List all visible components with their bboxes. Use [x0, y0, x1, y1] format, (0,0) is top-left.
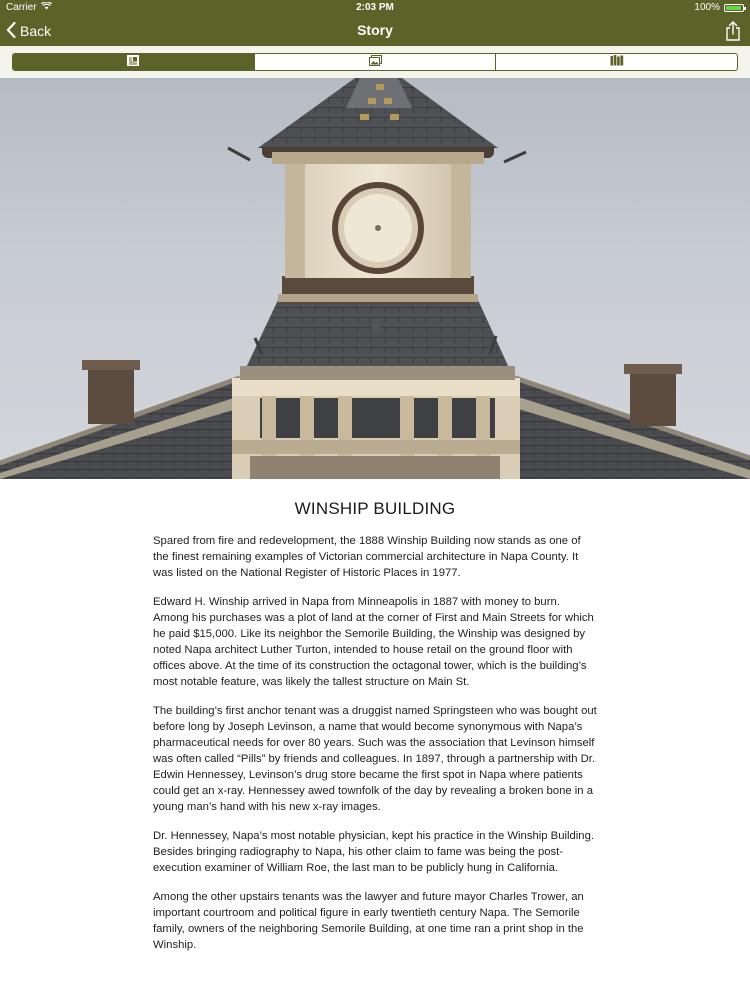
share-icon — [724, 29, 742, 46]
back-button[interactable] — [6, 20, 51, 42]
page-title: Story — [357, 22, 393, 38]
tab-story[interactable] — [13, 54, 254, 70]
clock: 2:03 PM — [356, 2, 394, 13]
tab-library[interactable] — [495, 54, 737, 70]
status-bar — [0, 0, 750, 16]
library-icon — [610, 53, 624, 71]
article-body — [153, 533, 597, 953]
article-paragraph: Among the other upstairs tenants was the lawyer and future mayor Charles Trower, an important courtroom and political figure in early twentieth century Napa. The Semorile family, owners of the neighboring Semorile Building, at one time ran a print shop in the Winship. — [153, 891, 584, 951]
battery-percent: 100% — [694, 2, 720, 13]
article-paragraph: Spared from fire and redevelopment, the 1888 Winship Building now stands as one of the finest remaining examples of Victorian commercial architecture in Napa County. It was listed on the National Register of Historic Places in 1977. — [153, 535, 581, 579]
chevron-left-icon — [6, 22, 16, 41]
segment-bar — [0, 46, 750, 78]
photo-gallery-icon — [369, 53, 382, 71]
tab-photos[interactable] — [254, 54, 496, 70]
navigation-bar — [0, 16, 750, 46]
share-button[interactable] — [724, 20, 742, 42]
article-paragraph: Edward H. Winship arrived in Napa from Minneapolis in 1887 with money to burn. Among his purchases was a plot of land at the corner of First and Main Streets for which he paid $15,000. Like its neighbor the Semorile Building, the Winship was designed by noted Napa architect Luther Turton, intended to house retail on the ground floor with offices above. At the time of its construction the octagonal tower, which is the building’s most notable feature, was likely the tallest structure on Main St. — [153, 596, 594, 688]
article — [0, 479, 750, 966]
segmented-control — [12, 53, 738, 71]
battery-icon — [724, 4, 744, 12]
carrier-label: Carrier — [6, 2, 37, 13]
hero-photo — [0, 78, 750, 479]
article-paragraph: Dr. Hennessey, Napa’s most notable physician, kept his practice in the Winship Building. Besides bringing radiography to Napa, his other claim to fame was being the post-execution examiner of William Roe, the last man to be publicly hung in California. — [153, 830, 595, 874]
back-label: Back — [20, 23, 52, 39]
article-title: WINSHIP BUILDING — [294, 499, 456, 518]
story-text-icon — [127, 53, 139, 71]
article-paragraph: The building’s first anchor tenant was a druggist named Springsteen who was bought out before long by Joseph Levinson, a name that would become synonymous with Napa’s pharmaceutical needs for over 80 years. Such was the association that Levinson himself was often called “Pills” by friends and colleagues. In 1897, through a partnership with Dr. Edwin Hennessey, Levinson’s drug store became the first spot in Napa where patients could get an x-ray. Hennessey awed townfolk of the day by revealing a broken bone in a young man’s hand with his new x-ray images. — [153, 705, 597, 813]
